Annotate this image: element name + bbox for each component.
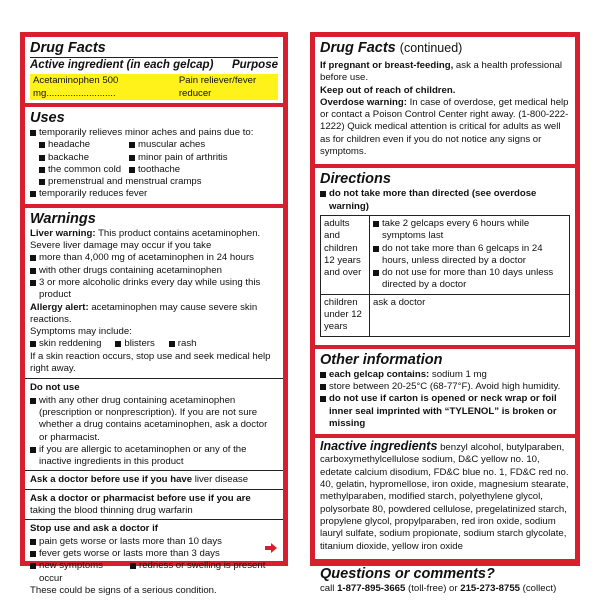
symptoms-list [30, 338, 278, 350]
pregnancy-overdose-section [315, 37, 575, 168]
questions-section [315, 563, 575, 598]
list-item: premenstrual and menstrual cramps [39, 176, 278, 188]
list-item: fever gets worse or lasts more than 3 days [30, 548, 278, 560]
liver-warning-label: Liver warning: [30, 227, 96, 239]
ask-doctor-label: Ask a doctor before use if you have [30, 474, 193, 486]
overdose-warning-label: Overdose warning: [320, 96, 407, 108]
table-row [321, 294, 570, 336]
stop-use-section [25, 519, 283, 599]
list-item: toothache [129, 164, 278, 176]
list-item: redness or swelling is present [130, 560, 278, 585]
directions-table [320, 215, 570, 337]
questions-post: (collect) [520, 582, 557, 594]
list-item: do not take more than 6 gelcaps in 24 hours, unless directed by a doctor [373, 243, 566, 268]
list-item: if you are allergic to acetaminophen or any of the inactive ingredients in this product [30, 444, 278, 469]
ask-pharmacist-text: taking the blood thinning drug warfarin [30, 505, 193, 517]
child-directions-cell: ask a doctor [370, 294, 570, 336]
ask-doctor-text: liver disease [192, 474, 249, 486]
symptoms-intro: Symptoms may include: [30, 326, 132, 338]
red-arrow-right-icon [265, 543, 277, 553]
list-item: headache [39, 139, 127, 151]
stop-use-heading: Stop use and ask a doctor if [30, 523, 158, 535]
list-item: take 2 gelcaps every 6 hours while symptoms last [373, 218, 566, 243]
list-item: backache [39, 152, 127, 164]
table-row [321, 215, 570, 294]
list-item: do not use for more than 10 days unless directed by a doctor [373, 267, 566, 292]
directions-heading: Directions [320, 171, 391, 188]
questions-mid: (toll-free) or [405, 582, 461, 594]
allergy-stop-text: If a skin reaction occurs, stop use and seek medical help right away. [30, 350, 271, 375]
questions-pre: call [320, 582, 338, 594]
list-item: the common cold [39, 164, 127, 176]
directions-warning: do not take more than directed (see overdose warning) [320, 188, 570, 213]
inactive-ingredients-heading: Inactive ingredients [320, 439, 438, 454]
ingredient: Acetaminophen 500 mg.......................... [33, 75, 119, 99]
continued-title-text: Drug Facts [320, 40, 396, 56]
do-not-use-section [25, 378, 283, 470]
other-information-heading: Other information [320, 351, 443, 368]
do-not-use-heading: Do not use [30, 382, 80, 394]
inactive-ingredients-text: benzyl alcohol, butylparaben, carboxymethylcellulose sodium, D&C yellow no. 10, edetate calcium disodium, FD&C blue no. 1, FD&C red no. 40, gelatin, hypromellose, iron oxide, magnesium stearate, methylparaben, modified starch, polyethylene glycol, polysorbate 80, powdered cellulose, pregelatinized starch, propylene glycol, propylparaben, red iron oxide, sodium lauryl sulfate, sodium propionate, sodium starch glycolate, titanium dioxide, yellow iron oxide [320, 442, 569, 552]
warnings-heading: Warnings [30, 210, 96, 227]
allergy-alert-label: Allergy alert: [30, 301, 89, 313]
ask-pharmacist-section [25, 489, 283, 520]
list-item: new symptoms occur [30, 560, 128, 585]
liver-warning-text: This product contains acetaminophen. Severe liver damage may occur if you take [30, 227, 261, 252]
sodium-text: sodium 1 mg [429, 368, 487, 380]
list-item: more than 4,000 mg of acetaminophen in 24 hours [30, 252, 278, 264]
list-item: temporarily reduces fever [30, 188, 278, 200]
uses-section [25, 107, 283, 208]
sodium-label: each gelcap contains: [329, 368, 430, 380]
inactive-ingredients-section [315, 438, 575, 563]
uses-heading: Uses [30, 110, 65, 126]
keep-out-of-reach: Keep out of reach of children. [320, 84, 456, 96]
active-ingredient-heading: Active ingredient (in each gelcap) [30, 59, 214, 71]
list-item: pain gets worse or lasts more than 10 days [30, 536, 278, 548]
active-ingredient-row [30, 74, 278, 100]
list-item: rash [169, 338, 197, 350]
list-item: 3 or more alcoholic drinks every day while using this product [30, 277, 278, 302]
child-age-cell: children under 12 years [321, 294, 370, 336]
list-item: with any other drug containing acetaminophen (prescription or nonprescription). If you are not sure whether a drug contains acetaminophen, ask a doctor or pharmacist. [30, 395, 278, 444]
list-item: blisters [115, 338, 154, 350]
list-item: muscular aches [129, 139, 278, 151]
phone-toll-free: 1-877-895-3665 [337, 582, 406, 594]
ask-pharmacist-label: Ask a doctor or pharmacist before use if you are [30, 492, 251, 504]
adult-directions-cell [370, 215, 570, 294]
drug-facts-panel-right [310, 32, 580, 594]
drug-facts-title: Drug Facts [30, 40, 106, 56]
warnings-section [25, 208, 283, 379]
directions-section [315, 168, 575, 348]
other-information-section [315, 349, 575, 438]
adult-age-cell: adults and children 12 years and over [321, 215, 370, 294]
purpose: Pain reliever/fever reducer [178, 75, 257, 99]
pregnant-label: If pregnant or breast-feeding, [320, 60, 454, 71]
uses-pairs [39, 139, 278, 176]
overdose-warning-text: In case of overdose, get medical help or contact a Poison Control Center right away. (1-800-222-1222) Quick medical attention is critical for adults as well as for children even if you do not notice any signs or symptoms. [320, 96, 569, 158]
continued-label: (continued) [399, 41, 463, 55]
drug-facts-panel-left [20, 32, 288, 596]
ask-doctor-section [25, 470, 283, 488]
stop-use-footer: These could be signs of a serious condition. [30, 584, 217, 596]
purpose-heading: Purpose [231, 59, 278, 71]
list-item: minor pain of arthritis [129, 152, 278, 164]
list-item: do not use if carton is opened or neck wrap or foil inner seal imprinted with “TYLENOL” is broken or missing [320, 393, 570, 430]
uses-intro: temporarily relieves minor aches and pains due to: [30, 127, 278, 139]
questions-heading: Questions or comments? [320, 565, 495, 582]
active-ingredient-section [25, 37, 283, 107]
list-item: with other drugs containing acetaminophen [30, 265, 278, 277]
pregnant-text: ask a health professional before use. [320, 60, 563, 84]
drug-facts-continued-title [320, 39, 570, 57]
list-item: store between 20-25°C (68-77°F). Avoid high humidity. [320, 381, 570, 393]
allergy-alert-text: acetaminophen may cause severe skin reactions. [30, 301, 258, 325]
list-item: skin reddening [30, 338, 101, 350]
phone-collect: 215-273-8755 [460, 582, 521, 594]
